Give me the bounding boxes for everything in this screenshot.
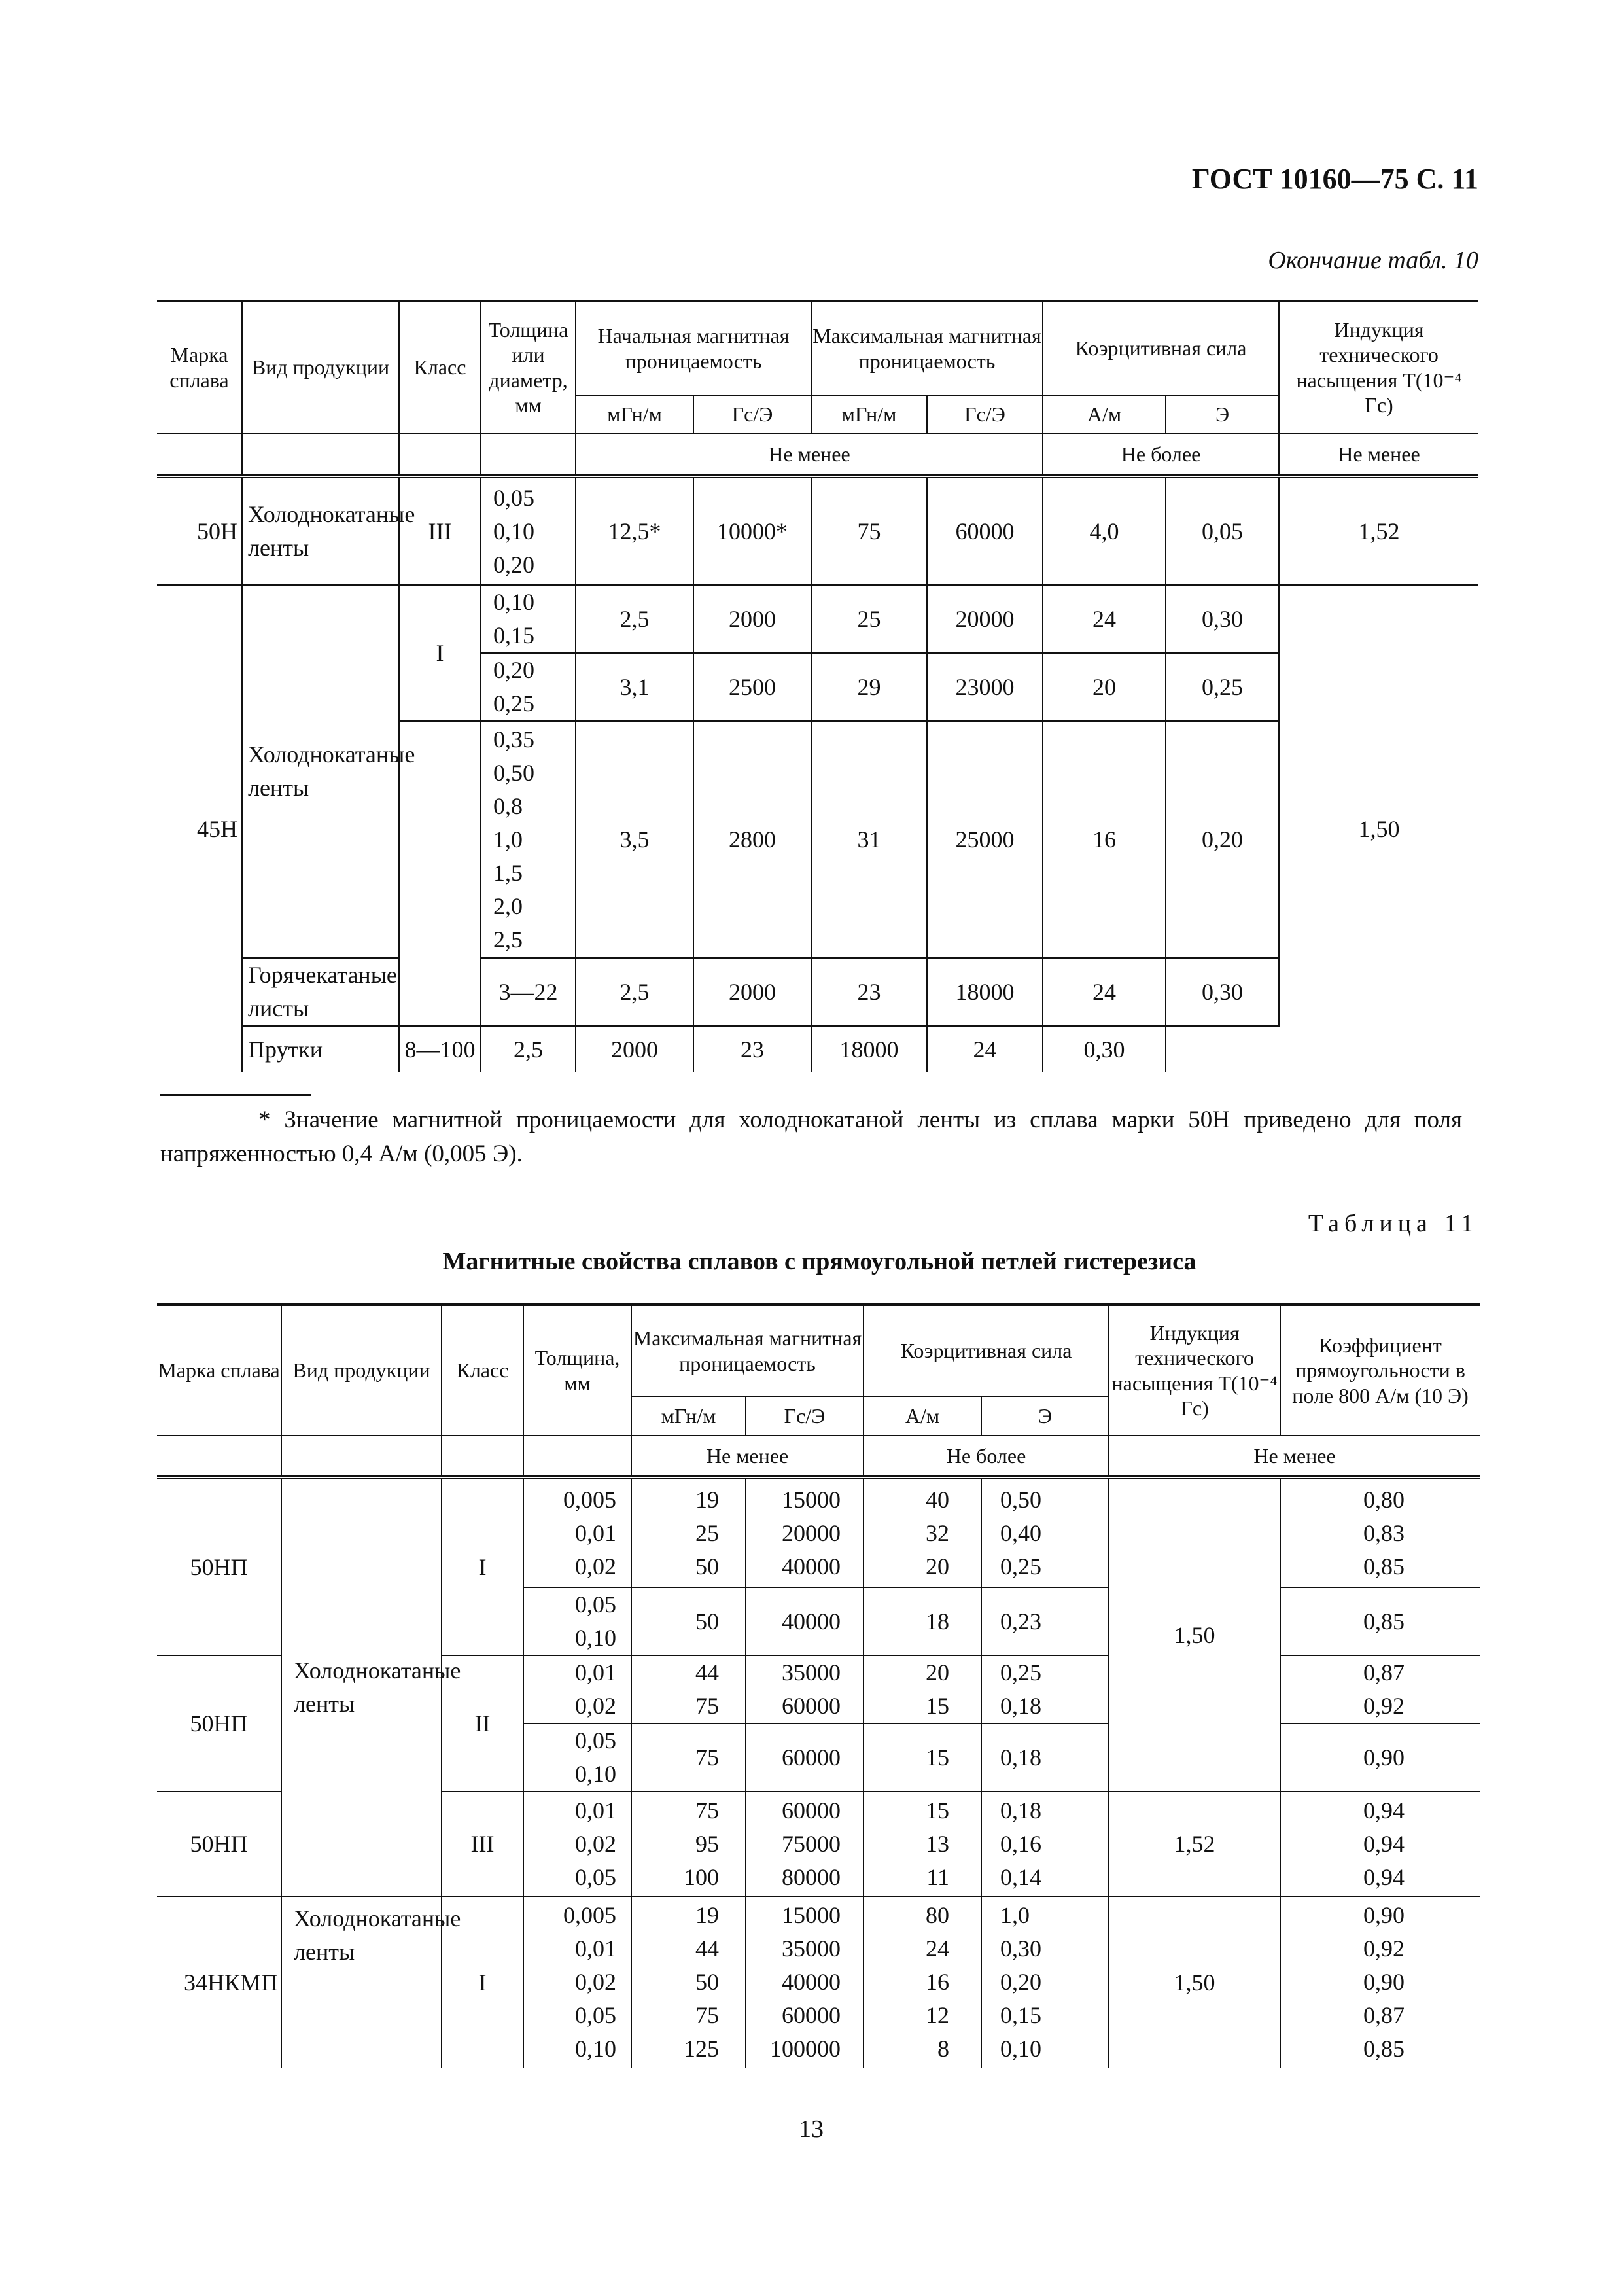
alloy-mark: 34НКМП <box>157 1896 281 2068</box>
col-mark-header: Марка сплава <box>157 1305 281 1436</box>
cell-value: 0,23 <box>981 1587 1109 1655</box>
cell-value: 0,30 <box>1043 1026 1166 1072</box>
cell-value: 16 <box>1043 721 1166 958</box>
class-value: I <box>442 1477 523 1655</box>
page-header: ГОСТ 10160—75 С. 11 <box>1191 163 1478 195</box>
unit-e: Э <box>981 1396 1109 1436</box>
cell-value: 24 <box>1043 958 1166 1026</box>
unit-mhm: мГн/м <box>811 395 927 433</box>
product-type: Холоднокатаные ленты <box>281 1477 442 1896</box>
col-initial-perm-header: Начальная магнитная проницаемость <box>576 301 811 395</box>
thickness-value: 0,05 0,10 <box>523 1723 631 1792</box>
cell-value: 19 25 50 <box>631 1477 746 1587</box>
cell-value: 25000 <box>927 721 1043 958</box>
limit-not-less: Не менее <box>1338 442 1420 466</box>
cell-value: 29 <box>811 653 927 721</box>
class-value: III <box>442 1792 523 1896</box>
alloy-mark: 50НП <box>157 1655 281 1792</box>
cell-value: 2000 <box>693 958 811 1026</box>
cell-value: 3,1 <box>576 653 693 721</box>
table-number: Таблица 11 <box>1308 1210 1478 1237</box>
unit-mhm: мГн/м <box>576 395 693 433</box>
table-11 <box>157 1303 1480 2068</box>
limit-not-more: Не более <box>864 1436 1109 1477</box>
unit-am: А/м <box>1043 395 1166 433</box>
col-max-perm-header: Максимальная магнитная проницаемость <box>811 301 1043 395</box>
cell-value: 0,30 <box>1166 585 1279 653</box>
class-value: II <box>442 1655 523 1792</box>
col-mark-header: Марка сплава <box>157 301 242 433</box>
alloy-mark: 50Н <box>157 476 242 585</box>
cell-value: 35000 60000 <box>746 1655 864 1723</box>
cell-value: 25 <box>811 585 927 653</box>
cell-value: 18000 <box>811 1026 927 1072</box>
col-thickness-header: Толщина или диаметр, мм <box>481 301 576 433</box>
cell-value: 0,30 <box>1166 958 1279 1026</box>
cell-value: 80 24 16 12 8 <box>864 1896 981 2068</box>
unit-gse: Гс/Э <box>746 1396 864 1436</box>
cell-value: 60000 <box>927 476 1043 585</box>
cell-value: 75 <box>631 1723 746 1792</box>
cell-value: 2,5 <box>481 1026 576 1072</box>
cell-value: 75 <box>811 476 927 585</box>
product-type: Холоднокатаные ленты <box>242 585 399 958</box>
cell-value: 40 32 20 <box>864 1477 981 1587</box>
cell-value: 75 95 100 <box>631 1792 746 1896</box>
unit-gse: Гс/Э <box>927 395 1043 433</box>
cell-value: 0,25 <box>1166 653 1279 721</box>
cell-value: 23 <box>811 958 927 1026</box>
cell-value: 60000 75000 80000 <box>746 1792 864 1896</box>
col-induction-header: Индукция технического насыщения Т(10⁻⁴ Гс) <box>1296 317 1462 417</box>
limit-not-more: Не более <box>1043 433 1279 476</box>
cell-value: 0,80 0,83 0,85 <box>1363 1486 1405 1580</box>
thickness-value: 0,05 0,10 0,20 <box>481 476 576 585</box>
cell-value: 24 <box>1043 585 1166 653</box>
page-number: 13 <box>799 2115 824 2143</box>
alloy-mark: 50НП <box>157 1477 281 1655</box>
footnote: * Значение магнитной проницаемости для холоднокатаной ленты из сплава марки 50Н приведено для поля напряженностью 0,4 А/м (0,005 Э). <box>160 1106 1462 1167</box>
induction-value: 1,52 <box>1109 1792 1280 1896</box>
product-type: Холоднокатаные ленты <box>242 476 399 585</box>
cell-value: 0,50 0,40 0,25 <box>981 1477 1109 1587</box>
thickness-value: 0,20 0,25 <box>481 653 576 721</box>
limit-not-less: Не менее <box>1253 1443 1336 1468</box>
cell-value: 20 <box>1043 653 1166 721</box>
table-row <box>157 1896 1480 2068</box>
cell-value: 31 <box>811 721 927 958</box>
thickness-value: 0,01 0,02 <box>523 1655 631 1723</box>
col-class-header: Класс <box>399 301 481 433</box>
cell-value: 15000 20000 40000 <box>746 1477 864 1587</box>
table-row <box>157 476 1478 585</box>
limit-not-less: Не менее <box>631 1436 864 1477</box>
thickness-value: 8—100 <box>399 1026 481 1072</box>
thickness-value: 0,005 0,01 0,02 0,05 0,10 <box>523 1896 631 2068</box>
cell-value: 3,5 <box>576 721 693 958</box>
cell-value: 10000* <box>693 476 811 585</box>
product-type: Холоднокатаные ленты <box>281 1896 442 2068</box>
unit-mhm: мГн/м <box>631 1396 746 1436</box>
col-thickness-header: Толщина, мм <box>523 1305 631 1436</box>
thickness-value: 3—22 <box>481 958 576 1026</box>
class-value: III <box>399 476 481 585</box>
limit-not-less: Не менее <box>576 433 1043 476</box>
unit-e: Э <box>1166 395 1279 433</box>
cell-value: 15 13 11 <box>864 1792 981 1896</box>
alloy-mark: 50НП <box>157 1792 281 1896</box>
cell-value: 20000 <box>927 585 1043 653</box>
col-coercive-header: Коэрцитивная сила <box>1043 301 1279 395</box>
table-10 <box>157 300 1478 1072</box>
col-class-header: Класс <box>442 1305 523 1436</box>
cell-value: 23 <box>693 1026 811 1072</box>
induction-value: 1,52 <box>1358 518 1400 544</box>
induction-value: 1,50 <box>1358 815 1400 842</box>
cell-value: 12,5* <box>576 476 693 585</box>
col-coef-header: Коэффициент прямоугольности в поле 800 А/м (10 Э) <box>1292 1333 1469 1407</box>
cell-value: 0,85 <box>1363 1608 1405 1634</box>
class-value: I <box>399 585 481 721</box>
thickness-value: 0,35 0,50 0,8 1,0 1,5 2,0 2,5 <box>481 721 576 958</box>
cell-value: 4,0 <box>1043 476 1166 585</box>
cell-value: 19 44 50 75 125 <box>631 1896 746 2068</box>
cell-value: 20 15 <box>864 1655 981 1723</box>
cell-value: 24 <box>927 1026 1043 1072</box>
class-value: I <box>442 1896 523 2068</box>
cell-value: 0,87 0,92 <box>1363 1659 1405 1719</box>
cell-value: 2000 <box>693 585 811 653</box>
unit-am: А/м <box>864 1396 981 1436</box>
cell-value: 0,18 <box>981 1723 1109 1792</box>
cell-value: 0,20 <box>1166 721 1279 958</box>
cell-value: 15000 35000 40000 60000 100000 <box>746 1896 864 2068</box>
col-max-perm-header: Максимальная магнитная проницаемость <box>631 1305 864 1396</box>
table-row <box>157 1477 1480 1587</box>
col-product-header: Вид продукции <box>281 1305 442 1436</box>
thickness-value: 0,01 0,02 0,05 <box>523 1792 631 1896</box>
induction-value: 1,50 <box>1109 1896 1280 2068</box>
induction-value: 1,50 <box>1109 1477 1280 1792</box>
table-continuation-label: Окончание табл. 10 <box>1268 247 1478 274</box>
cell-value: 18000 <box>927 958 1043 1026</box>
cell-value: 50 <box>631 1587 746 1655</box>
thickness-value: 0,005 0,01 0,02 <box>523 1477 631 1587</box>
product-type: Прутки <box>242 1026 399 1072</box>
thickness-value: 0,05 0,10 <box>523 1587 631 1655</box>
cell-value: 0,25 0,18 <box>981 1655 1109 1723</box>
cell-value: 60000 <box>746 1723 864 1792</box>
cell-value: 2000 <box>576 1026 693 1072</box>
table-row <box>157 585 1478 653</box>
cell-value: 2500 <box>693 653 811 721</box>
thickness-value: 0,10 0,15 <box>481 585 576 653</box>
cell-value: 23000 <box>927 653 1043 721</box>
cell-value: 0,90 0,92 0,90 0,87 0,85 <box>1363 1902 1405 2062</box>
cell-value: 2800 <box>693 721 811 958</box>
footnote-rule <box>160 1094 311 1096</box>
table-title: Магнитные свойства сплавов с прямоугольной петлей гистерезиса <box>442 1248 1196 1275</box>
col-induction-header: Индукция технического насыщения Т(10⁻⁴ Гс) <box>1109 1305 1280 1436</box>
cell-value: 1,0 0,30 0,20 0,15 0,10 <box>981 1896 1109 2068</box>
cell-value: 18 <box>864 1587 981 1655</box>
product-type: Горячекатаные листы <box>242 958 399 1026</box>
cell-value: 0,94 0,94 0,94 <box>1363 1797 1405 1890</box>
cell-value: 2,5 <box>576 958 693 1026</box>
cell-value: 0,05 <box>1166 476 1279 585</box>
cell-value: 2,5 <box>576 585 693 653</box>
cell-value: 0,90 <box>1363 1744 1405 1771</box>
cell-value: 40000 <box>746 1587 864 1655</box>
unit-gse: Гс/Э <box>693 395 811 433</box>
alloy-mark: 45Н <box>157 585 242 1072</box>
col-product-header: Вид продукции <box>242 301 399 433</box>
cell-value: 44 75 <box>631 1655 746 1723</box>
cell-value: 0,18 0,16 0,14 <box>981 1792 1109 1896</box>
col-coercive-header: Коэрцитивная сила <box>864 1305 1109 1396</box>
cell-value: 15 <box>864 1723 981 1792</box>
